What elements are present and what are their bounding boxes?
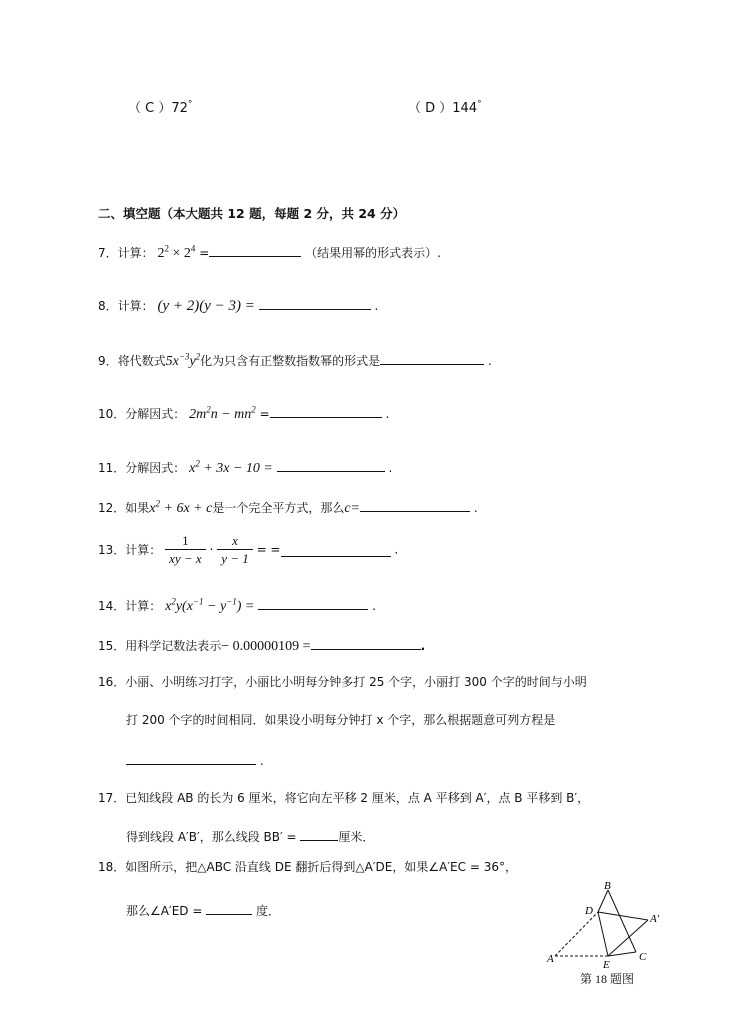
label-B: B — [604, 880, 611, 892]
answer-blank-16[interactable] — [126, 750, 256, 765]
question-9: 9．将代数式$5x^{-3}y^2$化为只含有正整数指数幂的形式是 . — [98, 351, 492, 369]
option-c: （ C ）72° — [128, 99, 193, 116]
question-8: 8．计算： (y + 2)(y − 3) = . — [98, 295, 378, 315]
option-d-text: （ D ）144 — [408, 101, 478, 116]
label-D: D — [585, 905, 593, 917]
line-AB-dashed — [555, 912, 598, 956]
label-A-prime: A′ — [650, 913, 660, 925]
answer-blank-14[interactable] — [258, 595, 368, 610]
question-16-line-1: 16．小丽、小明练习打字，小丽比小明每分钟多打 25 个字，小丽打 300 个字的时间与小明 — [98, 675, 587, 689]
section-title: 二、填空题（本大题共 12 题，每题 2 分，共 24 分） — [98, 206, 406, 221]
line-DB — [598, 890, 608, 912]
fraction-2: $\frac{x}{y - 1}$ — [217, 532, 253, 567]
answer-blank-18[interactable] — [206, 900, 252, 915]
question-15: 15．用科学记数法表示− 0.00000109 = . — [98, 635, 425, 655]
answer-blank-13[interactable] — [281, 542, 391, 557]
answer-blank-7[interactable] — [209, 242, 301, 257]
question-18-line-1: 18．如图所示，把△ABC 沿直线 DE 翻折后得到△A′DE，如果∠A′EC = 36°， — [98, 860, 517, 874]
fraction-1: $\frac{1}{xy - x}$ — [165, 532, 206, 567]
line-DA-prime — [598, 912, 648, 920]
answer-blank-12[interactable] — [360, 497, 470, 512]
answer-blank-10[interactable] — [270, 403, 382, 418]
question-10: 10．分解因式： $2m^2n - mn^2$ = . — [98, 404, 390, 422]
answer-blank-17[interactable] — [300, 826, 338, 841]
answer-blank-11[interactable] — [277, 457, 385, 472]
label-C: C — [639, 951, 647, 963]
answer-blank-15[interactable] — [311, 635, 421, 650]
answer-blank-8[interactable] — [259, 295, 371, 310]
label-E: E — [603, 959, 610, 971]
question-14: 14．计算： $x^2y(x^{-1} - y^{-1})$ = . — [98, 596, 376, 614]
question-16-answer: . — [126, 750, 264, 768]
question-18-line-2: 那么∠A′ED = 度． — [126, 900, 280, 919]
question-17-line-2: 得到线段 A′B′，那么线段 BB′ = 厘米． — [126, 826, 374, 845]
figure-caption: 第 18 题图 — [580, 972, 635, 986]
question-12: 12．如果$x^2 + 6x + c$是一个完全平方式，那么c= . — [98, 498, 478, 516]
question-13: 13．计算： $\frac{1}{xy - x}$ · $\frac{x}{y - 1}$ = = . — [98, 533, 399, 566]
answer-blank-9[interactable] — [380, 350, 484, 365]
question-11: 11．分解因式： $x^2 + 3x - 10$ = . — [98, 458, 393, 476]
question-16-line-2: 打 200 个字的时间相同．如果设小明每分钟打 x 个字，那么根据题意可列方程是 — [126, 713, 556, 727]
question-17-line-1: 17．已知线段 AB 的长为 6 厘米，将它向左平移 2 厘米，点 A 平移到 A′，点 B 平移到 B′， — [98, 791, 590, 805]
line-BC — [608, 890, 636, 952]
option-c-text: （ C ）72 — [128, 101, 188, 116]
line-DE — [598, 912, 608, 956]
question-7: 7．计算： $2^2 \times 2^4$ = （结果用幂的形式表示）. — [98, 243, 441, 261]
option-d: （ D ）144° — [408, 99, 482, 116]
label-A: A — [547, 953, 554, 965]
